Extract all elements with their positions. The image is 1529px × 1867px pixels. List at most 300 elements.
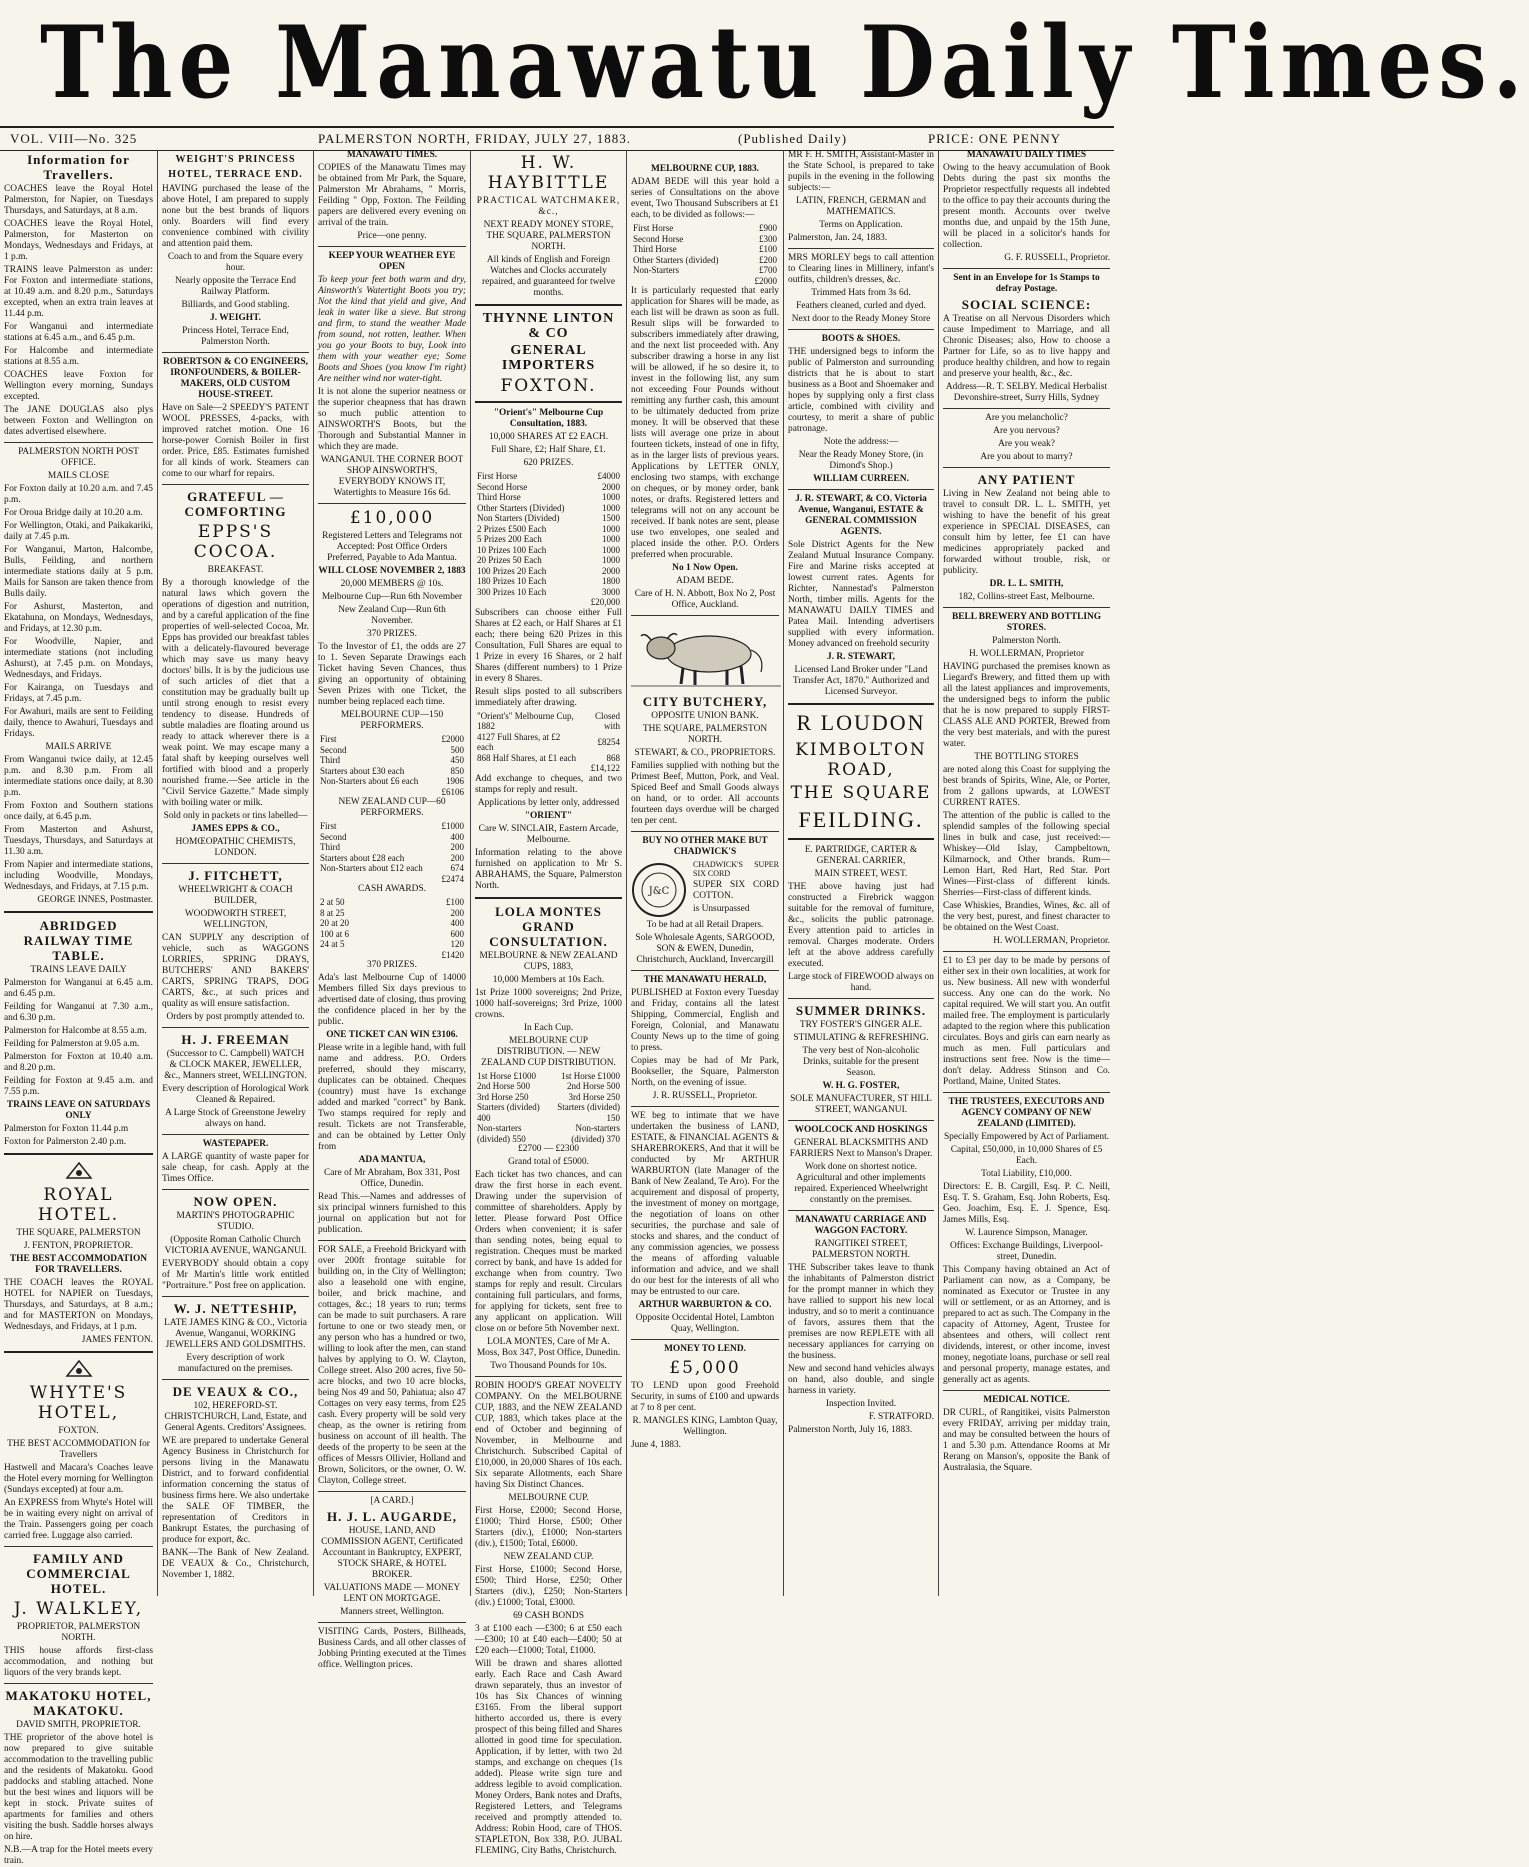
trustees-body: This Company having obtained an Act of Parliament can now, as a Company, be nominated as Executor or Trustee in any will or settlement, or as an Attorney, and is prepared to act as such. The Company in the capacity of Attorney, Agent, Trustee for absentees and others, will collect rent dividends, interest, or other income, invest money, negotiate loans, purchase or sell real and personal property, manage estates, and generally act as agents.	[943, 1265, 1110, 1385]
loudon-square: THE SQUARE	[790, 783, 932, 803]
adam-bede-open: No 1 Now Open.	[672, 563, 738, 573]
fitchett-orders: Orders by post promptly attended to.	[166, 1012, 305, 1022]
ada-nz: New Zealand Cup—Run 6th November.	[338, 605, 446, 626]
money-amount: £5,000	[669, 1358, 741, 1378]
ainsworth-title: KEEP YOUR WEATHER EYE OPEN	[328, 251, 456, 272]
info-para: TRAINS leave Palmerston as under: For Foxton and intermediate stations, at 10.49 a.m. and 8.20 p.m., Saturdays excepted, when an extra train leaves at 11.44 p.m.	[4, 265, 153, 319]
table-row: First £1000	[320, 821, 464, 831]
chadwick-unsurpassed: is Unsurpassed	[693, 904, 750, 914]
city-butchery-opposite: OPPOSITE UNION BANK.	[651, 711, 759, 721]
freeman-title: H. J. FREEMAN	[181, 1032, 290, 1047]
summer-drinks-signature: W. H. G. FOSTER,	[822, 1081, 900, 1091]
ada-body2: Ada's last Melbourne Cup of 14000 Members filled Six days previous to advertised date of closing, thus proving the confidence placed in her by the public.	[318, 973, 466, 1027]
trustees-empowered: Specially Empowered by Act of Parliament.	[943, 1132, 1110, 1142]
table-row: 300 Prizes 10 Each 3000	[477, 586, 620, 597]
bell-brewery-title: BELL BREWERY AND BOTTLING STORES.	[951, 612, 1102, 633]
po-para: For Ashurst, Masterton, and Ekatahuna, on Mondays, Wednesdays, and Fridays, at 12.30 p.m.	[4, 602, 153, 634]
ada-cash-table	[318, 897, 466, 960]
social-science-title: SOCIAL SCIENCE:	[961, 297, 1092, 312]
patient-title: ANY PATIENT	[977, 472, 1076, 487]
table-row: First Horse £900	[633, 223, 777, 233]
rail-line: Feilding for Wanganui at 7.30 a.m., and 6.30 p.m.	[4, 1002, 153, 1023]
arrive-para: From Wanganui twice daily, at 12.45 p.m. and 8.30 p.m. From all intermediate stations once daily, at 8.30 p.m.	[4, 755, 153, 798]
info-para: For Wanganui and intermediate stations at 6.45 a.m., and 6.45 p.m.	[4, 322, 153, 343]
whytes-hotel-title: WHYTE'S HOTEL,	[29, 1383, 128, 1423]
fitchett-title: J. FITCHETT,	[188, 868, 283, 883]
freeman-body: Every description of Horological Work Cleaned & Repaired.	[162, 1084, 309, 1105]
robin-cash-title: 69 CASH BONDS	[513, 1611, 584, 1621]
table-row: Other Starters (divided) £200	[633, 254, 777, 265]
lola-members: 10,000 Members at 10s Each.	[492, 974, 605, 985]
bell-brewery-body3: The attention of the public is called to the splendid samples of the following special lines in bulk and case, just received:— Whiskey—Old Islay, Campbeltown, Kilmarnock, and Other brands. Rum—Lemon Hart, Red Hart, Red Star. Port Wines—First-class of different kinds. Sherries—First-class of different kinds.	[943, 811, 1110, 898]
deveaux-title: DE VEAUX & CO.,	[172, 1384, 299, 1399]
augarde-valuations: VALUATIONS MADE — MONEY LENT ON MORTGAGE.	[323, 1583, 461, 1604]
augarde-card: [A CARD.]	[370, 1496, 414, 1506]
table-row: 4127 Full Shares, at £2 each £8254	[477, 731, 620, 752]
table-row: Starters (divided) 400 Starters (divided) 150	[477, 1102, 620, 1123]
ada-one-ticket: ONE TICKET CAN WIN £3106.	[326, 1030, 458, 1040]
thynne-title: THYNNE LINTON & CO	[482, 311, 615, 341]
warburton-address: Opposite Occidental Hotel, Lambton Quay, Wellington.	[635, 1313, 775, 1334]
deveaux-bank: BANK—The Bank of New Zealand. DE VEAUX & Co., Christchurch, November 1, 1882.	[162, 1548, 309, 1580]
table-row: First Horse £4000	[477, 471, 620, 481]
royal-hotel-title: ROYAL HOTEL.	[37, 1185, 120, 1225]
table-row: Second Horse £300	[633, 233, 777, 244]
published-note: (Published Daily)	[738, 131, 848, 146]
bell-brewery-body: HAVING purchased the premises known as Liegard's Brewery, and fitted them up with all the latest appliances and improvements, the undersigned begs to inform the public that he is now prepared to supply FIRST-CLASS ALE AND PORTER, Brewed from the very best materials, and with the purest water.	[943, 662, 1110, 749]
royal-hotel-proprietor: J. FENTON, PROPRIETOR.	[23, 1241, 134, 1251]
weight-hotel-line: Billiards, and Good stabling.	[181, 300, 290, 310]
orient-address: Care W. SINCLAIR, Eastern Arcade, Melbourne.	[478, 823, 619, 845]
rail-line: Feilding for Palmerston at 9.05 a.m.	[4, 1039, 140, 1049]
makotuku-nb: N.B.—A trap for the Hotel meets every train.	[4, 1845, 153, 1866]
question-line: Are you weak?	[998, 439, 1055, 449]
dateline	[0, 126, 1114, 151]
adam-bede-table	[631, 223, 779, 286]
price: PRICE: ONE PENNY	[928, 131, 1062, 146]
po-para: For Wanganui, Marton, Halcombe, Bulls, Feilding, and northern intermediate stations daily at 5 p.m. Mails for Sanson are taken thence from Bulls daily.	[4, 545, 153, 599]
orient-add: Add exchange to cheques, and two stamps for reply and result.	[475, 773, 622, 795]
column-5	[627, 150, 783, 1596]
mails-close-heading: MAILS CLOSE	[47, 471, 110, 481]
column-4	[471, 150, 626, 1856]
table-row: 100 at 6 600	[320, 928, 464, 939]
chadwick-title: BUY NO OTHER MAKE BUT CHADWICK'S	[642, 836, 768, 857]
ainsworth-body: It is not alone the superior neatness or the superior cheapness that has drawn so much public attention to AINSWORTH'S Boots, but the Thorough and Substantial Manner in which they are made.	[318, 387, 466, 452]
adam-bede-body2: It is particularly requested that early application for Shares will be made, as each list will be drawn as soon as full. Result slips will be forwarded to subscribers immediately after drawing, and the next list proceeded with. Any subscriber drawing a horse in any list will be allowed, if he so desire it, to invest in the following list, any sum not exceeding Four Pounds without remitting any further cash, this amount to be ultimately deducted from prize money. It will be observed that these lists will average one prize in about fourteen tickets, instead of one in fifty, as in the larger lists of previous years. Applications by LETTER ONLY, enclosing two stamps, with exchange on cheques, or by money order, bank notes, or drafts. Registered letters and telegrams will not on any account be received. If bank notes are sent, please use two envelopes, one sealed and placed inside the other. P.O. Orders preferred when procurable.	[631, 286, 779, 560]
whyte-crest-icon	[64, 1358, 94, 1380]
rail-line: Palmerston for Wanganui at 6.45 a.m. and 6.45 p.m.	[4, 978, 153, 999]
column-6	[784, 150, 938, 1596]
table-row: Third 200	[320, 842, 464, 852]
social-science-body: A Treatise on all Nervous Disorders which cause Impediment to Marriage, and all Chronic Diseases; also, How to choose a Partner for Life, so as to live happy and produce healthy children, and how to regain and preserve your health, &c., &c.	[943, 314, 1110, 379]
stewart-licence: Licensed Land Broker under "Land Transfer Act, 1870." Authorized and Licensed Surveyor.	[792, 665, 930, 697]
smith-date: Palmerston, Jan. 24, 1883.	[788, 233, 888, 243]
table-row: 2 Prizes £500 Each 1000	[477, 523, 620, 534]
times-price: Price—one penny.	[357, 231, 427, 241]
table-row: Second 400	[320, 831, 464, 842]
money-title: MONEY TO LEND.	[664, 1344, 746, 1354]
info-travellers-title: Information for Travellers.	[27, 152, 130, 182]
table-row: Non-starters (divided) 550 Non-starters (divided) 370	[477, 1123, 620, 1144]
summer-drinks-address: SOLE MANUFACTURER, ST HILL STREET, WANGANUI.	[790, 1094, 932, 1115]
table-total: £14,122	[590, 763, 620, 773]
table-row: Second Horse 2000	[477, 481, 620, 492]
ada-address: Care of Mr Abraham, Box 331, Post Office, Dunedin.	[324, 1168, 460, 1189]
woolcock-title: WOOLCOCK AND HOSKINGS	[794, 1125, 928, 1135]
arrive-para: From Napier and intermediate stations, including Woodville, Mondays, Wednesdays, and Fridays, at 7.15 p.m.	[4, 860, 153, 892]
ada-nz-title: NEW ZEALAND CUP—60 PERFORMERS.	[338, 797, 446, 818]
carriage-body: THE Subscriber takes leave to thank the inhabitants of Palmerston district for the prompt manner in which they have rallied to support his new local industry, and so to merit a continuance of favors, assures them that the premises are now REPLETE with all necessary appliances for carrying on the business.	[788, 1263, 934, 1361]
summer-drinks-body: The very best of Non-alcoholic Drinks, suitable for the present Season.	[802, 1046, 920, 1078]
chadwick-seal-icon	[631, 862, 687, 918]
info-para: COACHES leave Foxton for Wellington every morning, Sundays excepted.	[4, 370, 153, 402]
morley-body: MRS MORLEY begs to call attention to Clearing lines in Millinery, infant's outfits, children's dresses, &c.	[788, 253, 934, 285]
herald-copies: Copies may be had of Mr Park, Bookseller, the Square, Palmerston North, on the evening of issue.	[631, 1056, 779, 1088]
table-row: 868 Half Shares, at £1 each 868	[477, 752, 620, 763]
weight-hotel-line: Nearly opposite the Terrace End Railway Platform.	[175, 276, 296, 297]
question-line: Are you melancholic?	[985, 413, 1068, 423]
chadwick-subtitle: SUPER SIX CORD COTTON.	[693, 880, 779, 901]
earn-body: £1 to £3 per day to be made by persons of either sex in their own localities, at work for us. New business. All new with wonderful success. Any one can do the work. No capital required. We will start you. An outfit mailed free. The employment is particularly adapted to the region where this publication circulates. Boys and girls can earn nearly as much as men. Full particulars and instructions sent free. Now is the time—don't delay. Address Stinson and Co. Portland, Maine, United States.	[943, 956, 1110, 1087]
makotuku-body: THE proprietor of the above hotel is now prepared to give suitable accommodation to the travelling public and the residents of Makatoku. Good paddocks and stabling attached. None but the best wines and liquors will be kept in stock. Private suites of apartments for families and others visiting the bush. Saddle horses always on hire.	[4, 1733, 153, 1842]
nettleship-body: Every description of work manufactured on the premises.	[177, 1353, 294, 1374]
boots-note: Note the address:—	[823, 437, 899, 447]
weight-hotel-signature: J. WEIGHT.	[210, 313, 261, 323]
ada-signature: ADA MANTUA,	[358, 1155, 426, 1165]
chadwick-drapers: To be had at all Retail Drapers.	[646, 920, 764, 930]
lola-table	[475, 1071, 622, 1145]
stewart-body: Sole District Agents for the New Zealand Mutual Insurance Company. Fire and Marine risks accepted at lowest current rates. Agents for Richter, Nannestad's Palmerston North, timber mills. Agents for the MANAWATU DAILY TIMES and Patea Mail. Intending advertisers supplied with every information. Money advanced on freehold security	[788, 540, 934, 649]
money-date: June 4, 1883.	[631, 1440, 681, 1450]
bell-brewery-signature: H. WOLLERMAN, Proprietor.	[993, 936, 1110, 946]
table-total: £2474	[441, 873, 464, 884]
rail-line: Feilding for Foxton at 9.45 a.m. and 7.55 p.m.	[4, 1076, 153, 1097]
orient-signature: "ORIENT"	[524, 810, 573, 821]
augarde-subtitle: HOUSE, LAND, AND COMMISSION AGENT, Certificated Accountant in Bankruptcy, EXPERT, STOCK SHARE, & HOTEL BROKER.	[321, 1526, 463, 1580]
table-row: Other Starters (Divided) 1000	[477, 502, 620, 513]
loudon-title: R LOUDON	[796, 710, 926, 735]
makotuku-proprietor: DAVID SMITH, PROPRIETOR.	[16, 1720, 141, 1730]
carriage-address: RANGITIKEI STREET, PALMERSTON NORTH.	[812, 1239, 910, 1260]
lola-body: Each ticket has two chances, and can draw the first horse in each event. Drawing under the supervision of committee of shareholders. Apply by letter. Please forward Post Office Orders when convenient; it is safer than sending notes, being equal to registration. Cheques must be marked correct by bank, and have 1s added for exchange when from country. Two stamps for reply and result. Circulars containing full particulars, and forms, for applying for tickets, sent free to any applicant on application. Will close on or before 5th November next.	[475, 1170, 622, 1334]
robin-nz-body: First Horse, £1000; Second Horse, £500; Third Horse, £250; Other Starters (div.), £250; Non-Starters (div.) £1000; Total, £3000.	[475, 1565, 622, 1608]
warburton-signature: ARTHUR WARBURTON & CO.	[638, 1300, 772, 1310]
walkley-name: J. WALKLEY,	[13, 1599, 144, 1619]
carriage-title: MANAWATU CARRIAGE AND WAGGON FACTORY.	[795, 1215, 927, 1236]
epps-subtitle: BREAKFAST.	[207, 565, 264, 575]
royal-crest-icon	[64, 1160, 94, 1182]
trustees-directors: Directors: E. B. Cargill, Esq. P. C. Neill, Esq. T. S. Graham, Esq. John Roberts, Esq. Geo. Joachim, Esq. E. J. Spence, Esq. James Mills, Esq.	[943, 1182, 1110, 1225]
orient-letter: Applications by letter only, addressed	[477, 797, 620, 808]
trustees-title: THE TRUSTEES, EXECUTORS AND AGENCY COMPANY OF NEW ZEALAND (LIMITED).	[948, 1097, 1105, 1129]
trustees-capital: Capital, £50,000, in 10,000 Shares of £5 Each.	[950, 1145, 1103, 1166]
bell-brewery-stores: THE BOTTLING STORES	[974, 752, 1079, 762]
arrive-para: From Foxton and Southern stations once daily, at 6.45 p.m.	[4, 801, 153, 822]
table-row: 180 Prizes 10 Each 1800	[477, 576, 620, 586]
robin-body: ROBIN HOOD'S GREAT NOVELTY COMPANY. On the MELBOURNE CUP, 1883, and the NEW ZEALAND CUP, 1883, which takes place at the end of October and beginning of November, in Melbourne and Christchurch. Subscribed Capital of £10,000, in 20,000 Shares of 10s each. Six separate Allotments, each Share having Six Distinct Chances.	[475, 1381, 622, 1490]
ada-members: 20,000 MEMBERS @ 10s.	[340, 579, 444, 589]
medical-body: DR CURL, of Rangitikei, visits Palmerston every FRIDAY, arriving per midday train, and may be consulted between the hours of 1 and 5.30 p.m. Attendance Rooms at Mr Rerang on Manson's, opposite the Bank of Australasia, the Square.	[943, 1408, 1110, 1473]
orient-1882-table	[475, 711, 622, 774]
orient-result: Result slips posted to all subscribers immediately after drawing.	[475, 686, 622, 708]
smith-body: MR F. H. SMITH, Assistant-Master in the State School, is prepared to take pupils in the evening in the following subjects:—	[788, 150, 934, 193]
haybittle-body: All kinds of English and Foreign Watches and Clocks accurately repaired, and guaranteed for twelve months.	[481, 255, 615, 298]
table-row: Third Horse 1000	[477, 492, 620, 502]
epps-sold: Sold only in packets or tins labelled—	[163, 811, 308, 821]
martin-subtitle: MARTIN'S PHOTOGRAPHIC STUDIO.	[176, 1211, 295, 1232]
wastepaper-title: WASTEPAPER.	[202, 1139, 269, 1149]
augarde-address: Manners street, Wellington.	[340, 1607, 444, 1617]
augarde-title: H. J. L. AUGARDE,	[326, 1509, 458, 1524]
robin-mc-body: First Horse, £2000; Second Horse, £1000; Third Horse, £500; Other Starters (div.), £1000; Non-starters (div.), £1500; Total, £6000.	[475, 1506, 622, 1549]
epps-signature: JAMES EPPS & CO.,	[191, 824, 280, 834]
loudon-road: KIMBOLTON ROAD,	[795, 740, 927, 780]
rail-line: Foxton for Palmerston 2.40 p.m.	[4, 1137, 127, 1147]
smith-subjects: LATIN, FRENCH, GERMAN and MATHEMATICS.	[796, 196, 926, 217]
loudon-place: FEILDING.	[798, 807, 924, 832]
table-row: Non-Starters about £12 each 674	[320, 863, 464, 873]
money-body: TO LEND upon good Freehold Security, in sums of £100 and upwards at 7 to 8 per cent.	[631, 1381, 779, 1413]
herald-signature: J. R. RUSSELL, Proprietor.	[652, 1091, 758, 1101]
whytes-hotel-body: An EXPRESS from Whyte's Hotel will be in waiting every night on arrival of the Train. Passengers going per coach carried free. Luggage also carried.	[4, 1498, 153, 1541]
table-row: Non-Starters £700	[633, 265, 777, 275]
railway-title: ABRIDGED RAILWAY TIME TABLE.	[23, 918, 134, 963]
lola-title: LOLA MONTES GRAND CONSULTATION.	[489, 903, 608, 949]
po-para: For Wellington, Otaki, and Paikakariki, daily at 7.45 p.m.	[4, 521, 153, 542]
ada-prizes: 370 PRIZES.	[366, 629, 417, 639]
boots-body: THE undersigned begs to inform the public of Palmerston and surrounding districts that he is about to start business as a Boot and Shoemaker and hopes by supplying only a first class article, combined with civility and courtesy, to merit a share of public patronage.	[788, 347, 934, 434]
whytes-hotel-tagline: THE BEST ACCOMMODATION for Travellers	[7, 1439, 150, 1460]
whytes-hotel-place: FOXTON.	[58, 1426, 99, 1436]
orient-info: Information relating to the above furnished on application to Mr S. ABRAHAMS, the Square, Palmerston North.	[475, 847, 622, 891]
morley-feathers: Feathers cleaned, curled and dyed.	[796, 301, 926, 311]
table-row: Second 500	[320, 744, 464, 755]
svg-text:J&C: J&C	[648, 886, 670, 897]
patient-address: 182, Collins-street East, Melbourne.	[958, 592, 1095, 602]
orient-full: Full Share, £2; Half Share, £1.	[491, 445, 606, 455]
table-row: 5 Prizes 200 Each 1000	[477, 534, 620, 544]
adam-bede-signature: ADAM BEDE.	[676, 576, 734, 586]
ainsworth-poem: To keep your feet both warm and dry, Ainsworth's Watertight Boots you try; Not the kind that yield and give, And leak in water like a sieve. But strong and firm, to stand the weather Made from sound, not rotten, leather. When you go your Boots to buy, Look into them with your weather eye; Some Boots and Shoes (you know I'm right) Are neither wind nor water-tight.	[318, 275, 466, 384]
lola-signature: LOLA MONTES, Care of Mr A. Moss, Box 347, Post Office, Dunedin.	[476, 1337, 621, 1358]
weight-hotel-line: Coach to and from the Square every hour.	[167, 252, 304, 273]
morley-hats: Trimmed Hats from 3s 6d.	[811, 288, 911, 298]
question-line: Are you about to marry?	[980, 452, 1073, 462]
carriage-body2: New and second hand vehicles always on hand, also double, and single harness in variety.	[788, 1364, 934, 1396]
fitchett-subtitle: WHEELWRIGHT & COACH BUILDER,	[178, 885, 293, 906]
ada-notice: Registered Letters and Telegrams not Accepted: Post Office Orders Preferred, Payable to Ada Mantua.	[322, 531, 462, 563]
envelope-title: Sent in an Envelope for 1s Stamps to defray Postage.	[953, 273, 1100, 294]
carriage-inspection: Inspection Invited.	[825, 1399, 897, 1409]
walkley-subtitle: PROPRIETOR, PALMERSTON NORTH.	[16, 1622, 141, 1643]
rail-line: Palmerston for Foxton at 10.40 a.m. and 8.20 p.m.	[4, 1052, 153, 1073]
table-row: 1st Horse £1000 1st Horse £1000	[477, 1070, 620, 1081]
carriage-date: Palmerston North, July 16, 1883.	[788, 1425, 913, 1435]
city-butchery-title: CITY BUTCHERY,	[642, 694, 768, 709]
notice-body: Owing to the heavy accumulation of Book Debts during the past six months the Proprietor respectfully requests all indebted to the office to pay their accounts during the present month. Accounts over twelve months due, and unpaid by the 15th June, will be placed in a solicitor's hands for collection.	[943, 163, 1110, 250]
summer-drinks-title: SUMMER DRINKS.	[795, 1003, 927, 1018]
bell-brewery-body4: Case Whiskies, Brandies, Wines, &c. all of the very best, purest, and finest character to be obtained on the West Coast.	[943, 901, 1110, 933]
partridge-body: THE above having just had constructed a Firebrick waggon suitable for the removal of furniture, &c., solicits the public patronage. Every attention paid to articles in removal. Charges moderate. Orders left at the above address carefully executed.	[788, 882, 934, 969]
martin-body: EVERYBODY should obtain a copy of Mr Martin's little work entitled "Portraiture." Post free on application.	[162, 1259, 309, 1291]
patient-body: Living in New Zealand not being able to travel to consult DR. L. L. SMITH, yet wishing to have the benefit of his great experience in SPECIAL DISEASES, can consult him by letter, fee £1 can have medicines appropriately packed and forwarded without trouble, risk, or publicity.	[943, 489, 1110, 576]
ada-body3: Please write in a legible hand, with full name and address. P.O. Orders preferred, should they miscarry, duplicates can be obtained. Cheques (country) must have 1s exchange added and marked "correct" by Bank. Two stamps required for reply and result. Tickets are not Transferable, and can be obtained by Letter Only from	[318, 1043, 466, 1152]
po-para: For Oroua Bridge daily at 10.20 a.m.	[4, 508, 143, 518]
table-row: Non Starters (Divided) 1500	[477, 513, 620, 523]
weight-hotel-title: WEIGHT'S PRINCESS HOTEL, TERRACE END.	[168, 154, 303, 180]
po-para: For Awahuri, mails are sent to Feilding daily, thence to Awahuri, Tuesdays and Fridays.	[4, 707, 153, 739]
freeman-stock: A Large Stock of Greenstone Jewelry always on hand.	[165, 1108, 306, 1129]
masthead	[0, 0, 1529, 128]
info-para: COACHES leave the Royal Hotel, Palmerston, for Masterton on Mondays, Wednesdays and Fridays, at 1 p.m.	[4, 219, 153, 262]
po-para: For Foxton daily at 10.20 a.m. and 7.45 p.m.	[4, 484, 153, 505]
lola-each: In Each Cup.	[523, 1022, 574, 1033]
partridge-firewood: Large stock of FIREWOOD always on hand.	[788, 972, 934, 993]
place-date: PALMERSTON NORTH, FRIDAY, JULY 27, 1883.	[318, 131, 632, 146]
fitchett-address: WOODWORTH STREET, WELLINGTON,	[184, 909, 287, 930]
orient-body: Subscribers can choose either Full Shares at £2 each, or Half Shares at £1 each; there being 620 Prizes in this Consultation, Full Shares are equal to 1 Prize in every 16 Shares, or 2 half Shares (different numbers) to 1 Prize in every 8 Shares.	[475, 607, 622, 684]
volume-number: VOL. VIII—No. 325	[10, 131, 138, 146]
table-total: £1420	[441, 949, 464, 960]
newspaper-title: The Manawatu Daily Times.	[40, 4, 1529, 122]
table-row: 10 Prizes 100 Each 1000	[477, 544, 620, 555]
ada-close: WILL CLOSE NOVEMBER 2, 1883	[318, 566, 466, 576]
table-row: "Orient's" Melbourne Cup, 1882 Closed with	[477, 710, 620, 731]
stewart-signature: J. R. STEWART,	[827, 652, 895, 662]
lola-distribution: MELBOURNE CUP DISTRIBUTION. — NEW ZEALAND CUP DISTRIBUTION.	[481, 1035, 616, 1068]
orient-prize-table	[475, 471, 622, 597]
notice-signature: G. F. RUSSELL, Proprietor.	[1004, 253, 1110, 263]
royal-hotel-signature: JAMES FENTON.	[81, 1335, 153, 1345]
column-1	[0, 150, 157, 1866]
question-line: Are you nervous?	[993, 426, 1060, 436]
column-3	[314, 150, 470, 1670]
royal-hotel-address: THE SQUARE, PALMERSTON	[16, 1228, 141, 1238]
visiting-cards-body: VISITING Cards, Posters, Billheads, Business Cards, and all other classes of Jobbing Printing executed at the Times office. Wellington prices.	[318, 1627, 466, 1670]
table-total: £20,000	[590, 597, 620, 607]
city-butchery-square: THE SQUARE, PALMERSTON NORTH.	[642, 724, 768, 745]
makotuku-title: MAKATOKU HOTEL, MAKATOKU.	[5, 1688, 152, 1718]
chadwick-seal	[631, 860, 779, 920]
column-7	[939, 150, 1114, 1596]
robin-nz-title: NEW ZEALAND CUP.	[503, 1552, 594, 1562]
ada-mc-table	[318, 734, 466, 797]
table-row: 24 at 5 120	[320, 939, 464, 949]
rail-line: Palmerston for Foxton 11.44 p.m	[4, 1124, 129, 1134]
chadwick-seal-text: CHADWICK'S SUPER SIX CORD	[693, 860, 779, 878]
adam-bede-address: Care of H. N. Abbott, Box No 2, Post Office, Auckland.	[634, 589, 776, 610]
family-hotel-title: FAMILY AND COMMERCIAL HOTEL.	[26, 1551, 131, 1596]
lola-subtitle: MELBOURNE & NEW ZEALAND CUPS, 1883,	[479, 950, 618, 972]
woolcock-subtitle: GENERAL BLACKSMITHS AND FARRIERS Next to Manson's Draper.	[789, 1138, 933, 1159]
adam-bede-title: MELBOURNE CUP, 1883.	[651, 164, 759, 174]
table-total: £2000	[754, 275, 777, 286]
table-row: 20 at 20 400	[320, 918, 464, 928]
table-row: Third 450	[320, 755, 464, 765]
thynne-subtitle: GENERAL IMPORTERS	[501, 343, 596, 373]
royal-hotel-tagline: THE BEST ACCOMMODATION FOR TRAVELLERS.	[9, 1254, 148, 1275]
info-para: COACHES leave the Royal Hotel Palmerston, for Napier, on Tuesdays Thursdays, and Saturdays, at 8 a.m.	[4, 184, 153, 216]
table-row: 2 at 50 £100	[320, 897, 464, 907]
lola-two-thousand: Two Thousand Pounds for 10s.	[490, 1361, 607, 1371]
ada-melbourne: Melbourne Cup—Run 6th November	[321, 592, 463, 602]
wastepaper-body: A LARGE quantity of waste paper for sale cheap, for cash. Apply at the Times Office.	[162, 1152, 309, 1184]
partridge-address: MAIN STREET, WEST.	[814, 869, 908, 879]
po-para: For Woodville, Napier, and intermediate stations (not including Ashurst), at 7.45 p.m. on Mondays, Wednesdays, and Fridays.	[4, 637, 153, 680]
ainsworth-address: WANGANUI. THE CORNER BOOT SHOP AINSWORTH'S, EVERYBODY KNOWS IT, Watertights to Measure 16s 6d.	[320, 455, 464, 498]
trustees-offices: Offices: Exchange Buildings, Liverpool-street, Dunedin.	[950, 1241, 1103, 1262]
chadwick-agents: Sole Wholesale Agents, SARGOOD, SON & EWEN, Dunedin, Christchurch, Auckland, Invercargill	[635, 933, 775, 965]
weight-hotel-body: HAVING purchased the lease of the above Hotel, I am prepared to supply none but the best brands of liquors only. Boarders will find every convenience combined with civility and attention paid them.	[162, 184, 309, 249]
ada-read: Read This.—Names and addresses of six principal winners furnished to this journal on application but not for publication.	[318, 1192, 466, 1235]
table-row: 20 Prizes 50 Each 1000	[477, 555, 620, 565]
notice-title: MANAWATU DAILY TIMES	[966, 150, 1087, 160]
deveaux-subtitle: 102, HEREFORD-ST. CHRISTCHURCH, Land, Estate, and General Agents. Creditors' Assignees.	[164, 1401, 307, 1433]
ada-cash-title: CASH AWARDS.	[357, 884, 426, 894]
freeman-subtitle: (Successor to C. Campbell) WATCH & CLOCK MAKER, JEWELLER, &c., Manners street, WELLINGTON.	[164, 1049, 307, 1081]
royal-hotel-body: THE COACH leaves the ROYAL HOTEL for NAPIER on Tuesdays, Thursdays, and Saturdays, at 8 a.m.; and for MASTERTON on Mondays, Wednesdays, and Fridays, at 1 p.m.	[4, 1278, 153, 1332]
herald-body: PUBLISHED at Foxton every Tuesday and Friday, contains all the latest Shipping, Commercial, English and Foreign, Colonial, and Manawatu County News up to the time of going to press.	[631, 988, 779, 1053]
haybittle-address: NEXT READY MONEY STORE, THE SQUARE, PALMERSTON NORTH.	[483, 220, 614, 252]
trustees-liability: Total Liability, £10,000.	[981, 1169, 1072, 1179]
mails-arrive-heading: MAILS ARRIVE	[45, 742, 112, 752]
ada-prizes2: 370 PRIZES.	[366, 960, 417, 970]
epps-cocoa-title: EPPS'S COCOA.	[193, 522, 278, 562]
weight-hotel-address: Princess Hotel, Terrace End, Palmerston North.	[182, 326, 289, 347]
orient-shares: 10,000 SHARES AT £2 EACH.	[488, 432, 609, 442]
table-row: Starters about £28 each 200	[320, 852, 464, 863]
epps-body: By a thorough knowledge of the natural laws which govern the operations of digestion and nutrition, and by a careful application of the fine properties of well-selected Cocoa, Mr. Epps has provided our breakfast tables with a delicately-flavoured beverage which may save us many heavy doctors' bills. It is by the judicious use of such articles of diet that a constitution may be gradually built up until strong enough to resist every tendency to disease. Hundreds of subtle maladies are floating around us ready to attack wherever there is a weak point. We may escape many a fatal shaft by keeping ourselves well fortified with blood and a properly nourished frame.—See article in the "Civil Service Gazette." Made simply with boiling water or milk.	[162, 578, 309, 808]
herald-title: THE MANAWATU HERALD,	[643, 975, 767, 985]
boots-address: Near the Ready Money Store, (in Dimond's Shop.)	[798, 450, 924, 471]
summer-drinks-try: TRY FOSTER'S GINGER ALE.	[799, 1020, 923, 1030]
arrive-para: From Masterton and Ashurst, Tuesdays, Thursdays, and Saturdays at 11.30 a.m.	[4, 825, 153, 857]
martin-title: NOW OPEN.	[193, 1194, 278, 1209]
table-row: 2nd Horse 500 2nd Horse 500	[477, 1081, 620, 1091]
ada-amount: £10,000	[349, 508, 435, 528]
smith-terms: Terms on Application.	[819, 220, 903, 230]
bell-brewery-place: Palmerston North.	[992, 636, 1061, 646]
deveaux-body: WE are prepared to undertake General Agency Business in Christchurch for persons living in the Manawatu District, and to forward confidential information concerning the status of business firms here. We also undertake the SALE OF TIMBER, the representation of Creditors in Bankrupt Estates, the purchasing of produce for export, &c.	[162, 1436, 309, 1545]
bell-brewery-body2: are noted along this Coast for supplying the best brands of Spirits, Wine, Ale, or Porter, from 2 gallons upwards, at LOWEST CURRENT RATES.	[943, 765, 1110, 808]
orient-title: "Orient's" Melbourne Cup Consultation, 1883.	[493, 408, 604, 429]
info-para: For Halcombe and intermediate stations at 8.55 a.m.	[4, 346, 153, 367]
city-butchery-body: Families supplied with nothing but the Primest Beef, Mutton, Pork, and Veal. Spiced Beef and Small Goods always on hand, or to order. All accounts fourteen days overdue will be charged ten per cent.	[631, 761, 779, 826]
rail-line: Palmerston for Halcombe at 8.55 a.m.	[4, 1026, 147, 1036]
adam-bede-body: ADAM BEDE will this year hold a series of Consultations on the above event, Two Thousand Subscribers at £1 each, to be divided as follows:—	[631, 177, 779, 220]
table-row: 100 Prizes 20 Each 2000	[477, 565, 620, 576]
post-office-title: PALMERSTON NORTH POST OFFICE.	[18, 447, 139, 468]
railway-subtitle: TRAINS LEAVE DAILY	[30, 965, 127, 975]
bull-illustration-icon	[631, 620, 781, 690]
robin-mc-title: MELBOURNE CUP.	[508, 1493, 589, 1503]
boots-signature: WILLIAM CURREEN.	[813, 474, 909, 484]
patient-signature: DR. L. L. SMITH,	[989, 579, 1064, 589]
table-row: Non-Starters about £6 each 1906	[320, 776, 464, 786]
walkley-body: THIS house affords first-class accommodation, and nothing but liquors of the very brands kept.	[4, 1646, 153, 1678]
haybittle-title: H. W. HAYBITTLE	[487, 153, 610, 193]
table-row: 8 at 25 200	[320, 907, 464, 918]
haybittle-subtitle: PRACTICAL WATCHMAKER, &c.,	[476, 196, 621, 217]
ada-body: To the Investor of £1, the odds are 27 to 1. Seven Separate Drawings each Ticket having Seven Chances, thus giving an opportunity of obtaining Seven Prizes with one Ticket, the number being replaced each time.	[318, 642, 466, 707]
robertson-body: Have on Sale—2 SPEEDY'S PATENT WOOL PRESSES, 4-packs, with improved ratchet motion. One 16 horse-power Cornish Boiler in first order. Price, £85. Estimates furnished for all kinds of work. Steamers can come to our wharf for repairs.	[162, 403, 309, 479]
nettleship-subtitle: LATE JAMES KING & CO., Victoria Avenue, Wanganui, WORKING JEWELLERS AND GOLDSMITHS.	[164, 1318, 307, 1350]
woolcock-body: Work done on shortest notice. Agricultural and other implements repaired. Experienced Wheelwright constantly on the premises.	[794, 1162, 928, 1205]
carriage-signature: F. STRATFORD.	[868, 1412, 934, 1422]
whytes-hotel-body: Hastwell and Macara's Coaches leave the Hotel every morning for Wellington (Sundays excepted) at four a.m.	[4, 1463, 153, 1495]
martin-address: (Opposite Roman Catholic Church VICTORIA AVENUE, WANGANUI.	[164, 1235, 307, 1256]
